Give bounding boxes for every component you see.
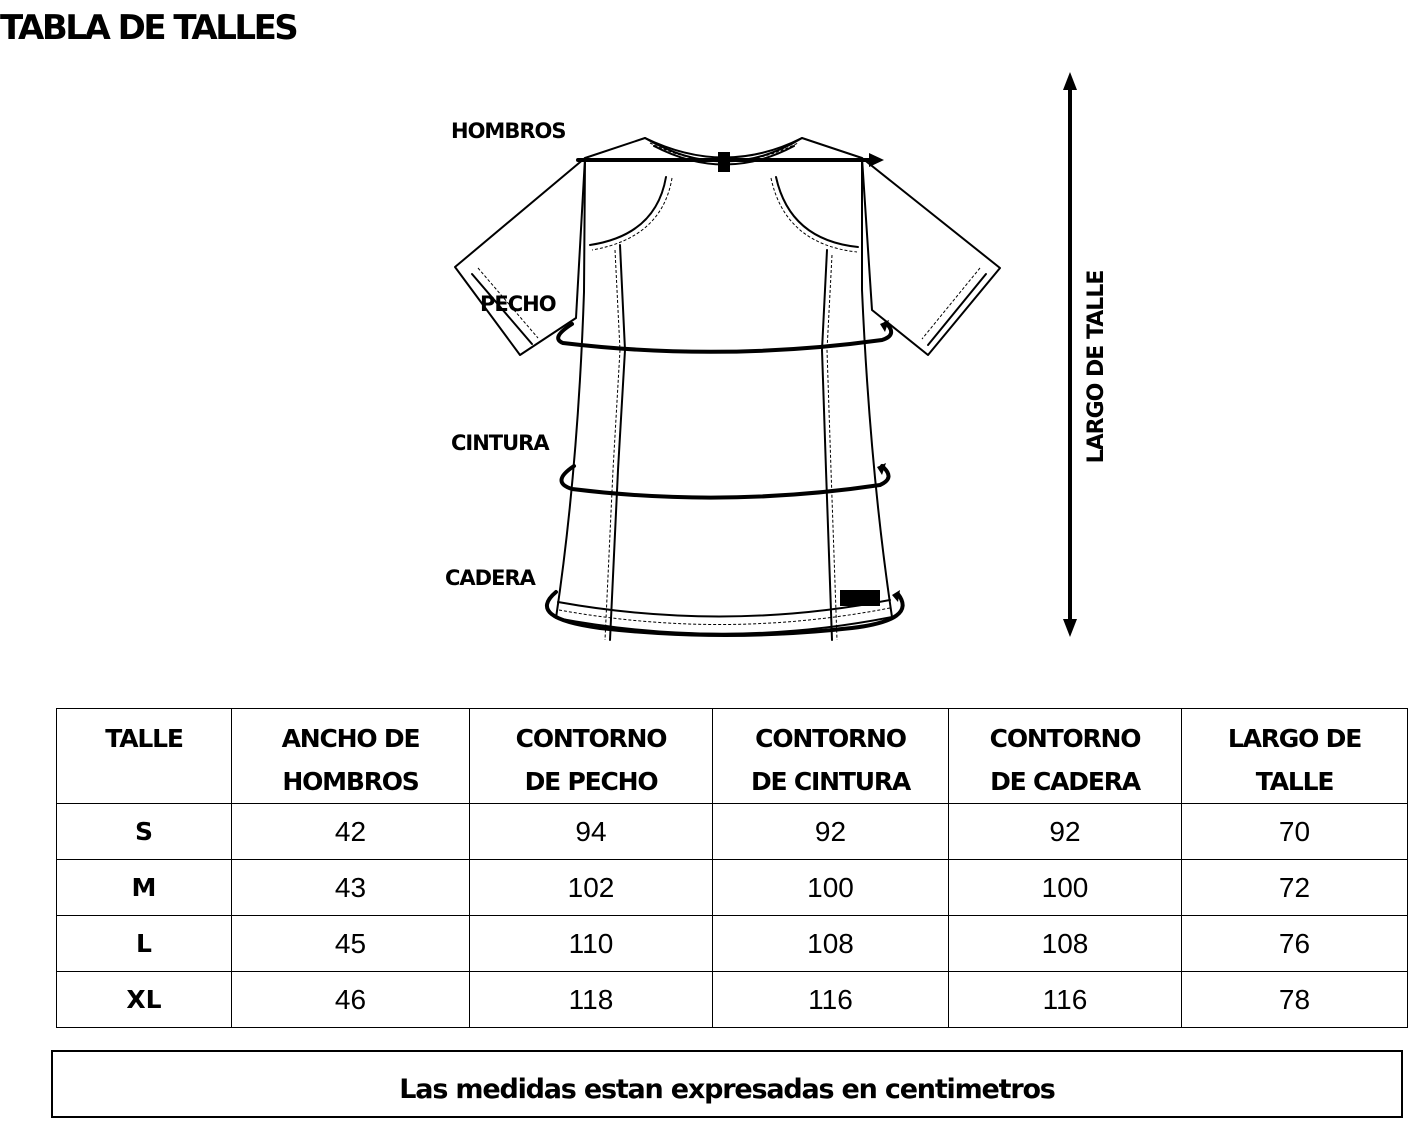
table-row [57,804,1408,860]
size-cell: XL [57,972,232,1028]
label-cintura: CINTURA [451,431,549,455]
label-hombros: HOMBROS [451,119,566,143]
table-cell: 72 [1182,860,1408,916]
size-cell: M [57,860,232,916]
size-cell: L [57,916,232,972]
units-note-text: Las medidas estan expresadas en centimetros [399,1073,1055,1105]
table-cell: 116 [949,972,1182,1028]
table-row [57,860,1408,916]
table-cell: 92 [949,804,1182,860]
label-largo-de-talle: LARGO DE TALLE [1084,270,1109,464]
header-talle: TALLE [57,709,232,804]
header-ancho-de-hombros: ANCHO DE HOMBROS [232,709,470,804]
table-cell: 92 [713,804,949,860]
table-cell: 45 [232,916,470,972]
header-contorno-de-pecho: CONTORNO DE PECHO [470,709,713,804]
table-row [57,972,1408,1028]
tshirt-illustration [440,60,1120,660]
table-cell: 100 [713,860,949,916]
table-header-row [57,709,1408,804]
table-cell: 43 [232,860,470,916]
label-pecho: PECHO [480,292,556,316]
size-table [56,708,1408,1028]
table-cell: 108 [949,916,1182,972]
table-cell: 94 [470,804,713,860]
table-cell: 100 [949,860,1182,916]
table-cell: 118 [470,972,713,1028]
table-cell: 116 [713,972,949,1028]
header-contorno-de-cintura: CONTORNO DE CINTURA [713,709,949,804]
table-cell: 110 [470,916,713,972]
units-note [51,1050,1403,1118]
table-cell: 108 [713,916,949,972]
table-cell: 78 [1182,972,1408,1028]
table-cell: 76 [1182,916,1408,972]
label-cadera: CADERA [445,566,535,590]
table-cell: 46 [232,972,470,1028]
page-title: TABLA DE TALLES [0,8,297,48]
table-cell: 102 [470,860,713,916]
table-cell: 70 [1182,804,1408,860]
header-largo-de-talle: LARGO DE TALLE [1182,709,1408,804]
header-contorno-de-cadera: CONTORNO DE CADERA [949,709,1182,804]
table-row [57,916,1408,972]
table-cell: 42 [232,804,470,860]
size-cell: S [57,804,232,860]
tshirt-measurement-diagram [440,60,1120,660]
